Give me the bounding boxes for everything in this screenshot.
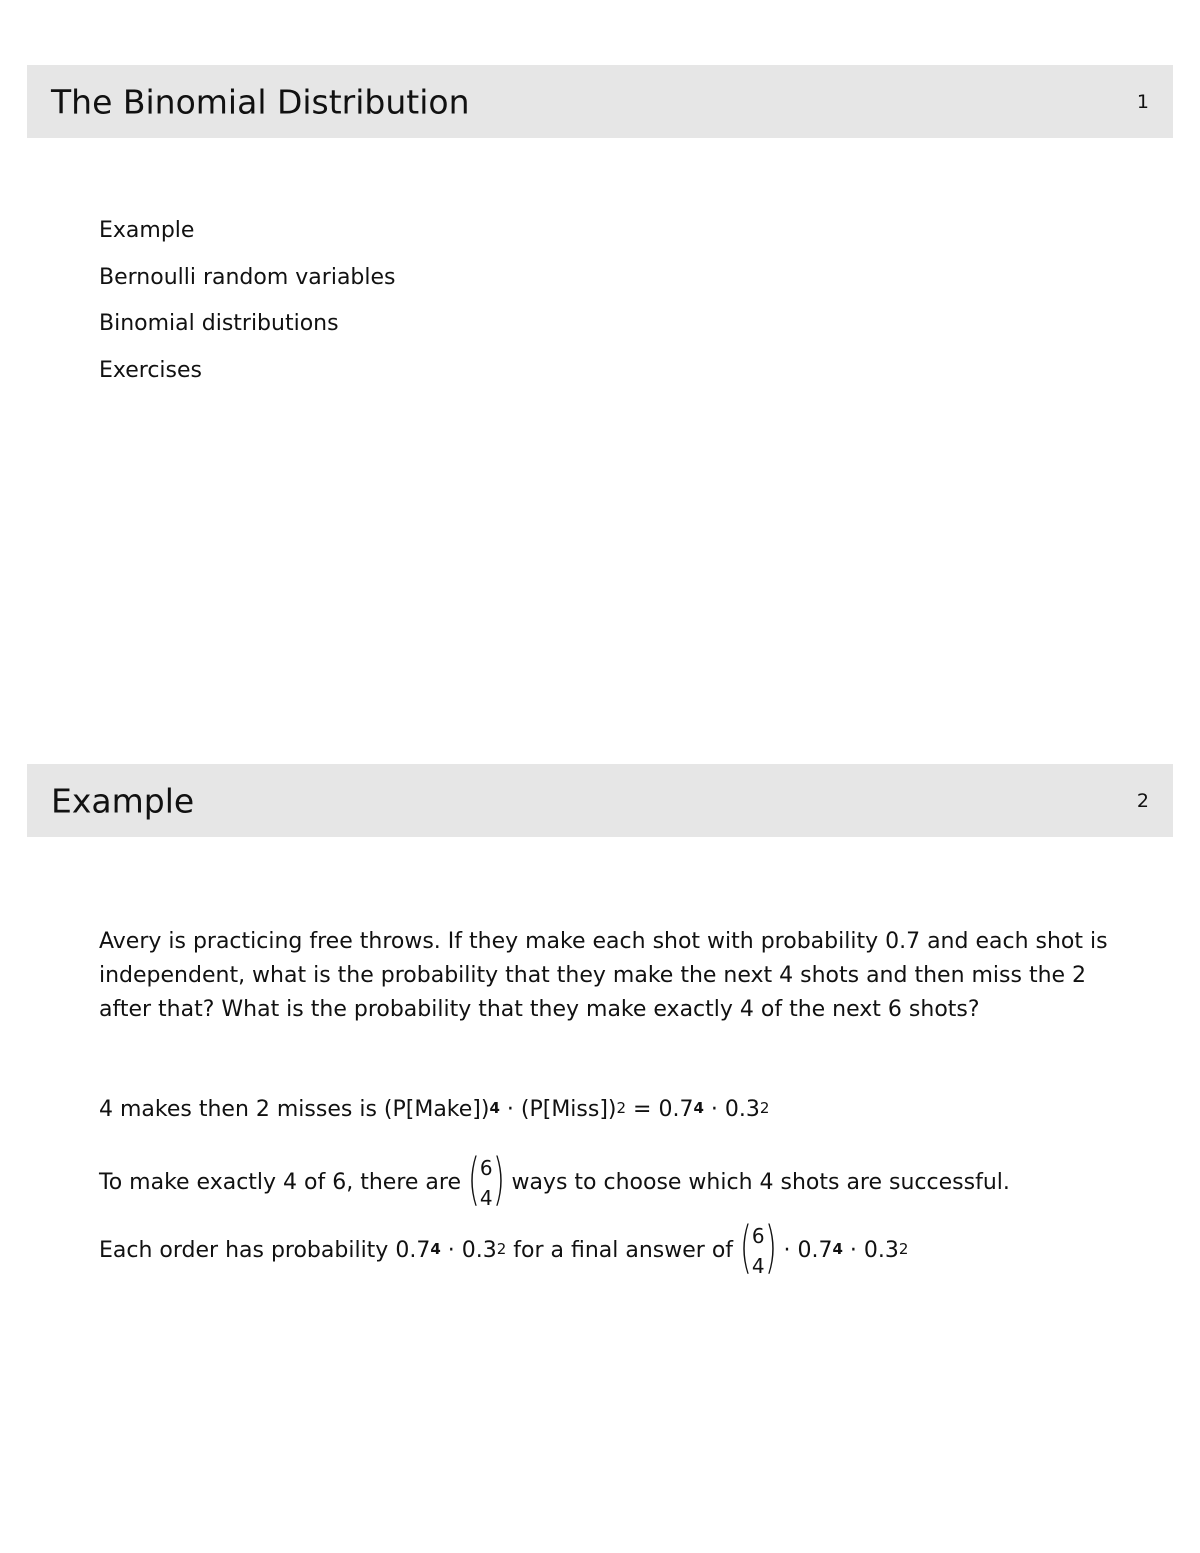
right-paren: ) [764,1215,777,1280]
binomial-count-line [99,1147,1109,1213]
sequence-probability-line: 4 makes then 2 misses is (P[Make]) $^4$ · (P[Miss]) $^2$ = 0.7 $^4$ · 0.3 $^2$ [99,1093,1109,1127]
left-paren: ( [739,1215,752,1280]
line3-mid2: for a final answer of [506,1238,734,1263]
outline-item-binomial: Binomial distributions [99,311,339,336]
line2-prefix: To make exactly 4 of 6, there are [99,1170,461,1195]
line1-mid1: · (P[Miss]) [499,1097,617,1122]
binomial-stack [480,1153,493,1213]
slide-1-number: 1 [1136,90,1149,113]
line3-prefix: Each order has probability 0.7 [99,1238,431,1263]
final-answer-line: Each order has probability 0.7 $^4$ · 0.3 $^2$ for a final answer of ( 6 4 ) · 0.7 $^4$ · 0.3 $^2$ [99,1215,909,1280]
final-binomial-stack [752,1221,765,1281]
outline-item-example: Example [99,218,195,243]
slide-2-title: Example [51,781,195,820]
line1-mid2: = 0.7 [626,1097,694,1122]
line1-mid3: · 0.3 [703,1097,760,1122]
right-paren: ) [492,1147,505,1212]
slide-2-header [27,764,1173,837]
line1-prefix: 4 makes then 2 misses is (P[Make]) [99,1097,490,1122]
final-binomial-top: 6 [751,1224,765,1248]
outline-item-bernoulli: Bernoulli random variables [99,264,396,290]
line3-mid3: · 0.7 [783,1238,833,1263]
slide-2-number: 2 [1136,789,1149,812]
binomial-bottom: 4 [479,1186,493,1210]
binomial-coefficient [467,1147,505,1213]
binomial-top: 6 [479,1156,493,1180]
final-binomial-bottom: 4 [751,1254,765,1278]
slide-1-title: The Binomial Distribution [51,82,470,121]
slide-1-header [27,65,1173,138]
line2-suffix: ways to choose which 4 shots are successful. [511,1170,1010,1195]
left-paren: ( [467,1147,480,1212]
line3-mid1: · 0.3 [440,1238,497,1263]
final-binomial-coefficient [739,1215,777,1281]
line3-mid4: · 0.3 [842,1238,899,1263]
problem-statement: Avery is practicing free throws. If they make each shot with probability 0.7 and each shot is independent, what is the probability that they make the next 4 shots and then miss the 2 after that? What is the probability that they make exactly 4 of the next 6 shots? [99,929,1108,1022]
slide-1-outline [99,215,396,401]
outline-item-exercises: Exercises [99,357,203,383]
